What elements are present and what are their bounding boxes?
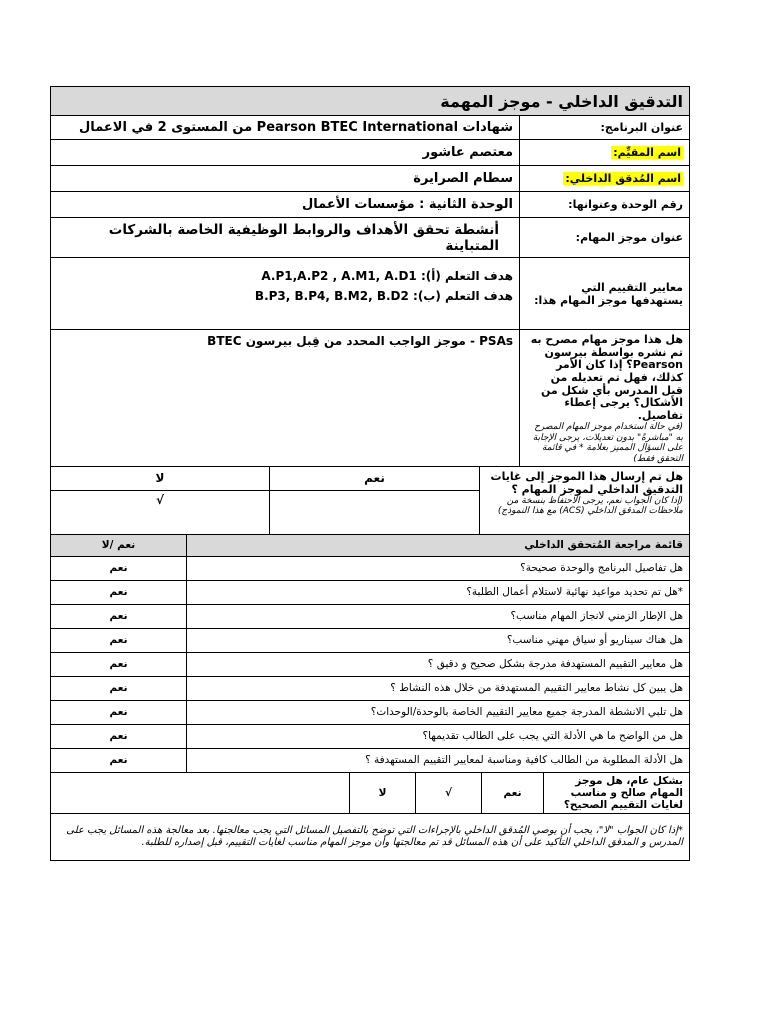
assessor-label: [520, 140, 690, 166]
checklist-table: [50, 534, 690, 773]
unit-label: رقم الوحدة وعنوانها:: [520, 192, 690, 218]
unit-value: الوحدة الثانية : مؤسسات الأعمال: [51, 192, 520, 218]
sent-note: (إذا كان الجواب نعم، يرجى الاحتفاظ بنسخة من ملاحظات المدقق الداخلي (ACS) مع هذا النموذج): [497, 496, 683, 517]
checklist-answer: نعم: [51, 628, 187, 652]
checklist-question: هل الأدلة المطلوبة من الطالب كافية ومناسبة لمعايير التقييم المستهدفة ؟: [187, 748, 690, 772]
brief-title-label: عنوان موجز المهام:: [520, 218, 690, 258]
authorised-label: [520, 330, 690, 467]
footnote: *إذا كان الجواب "لا"، يجب أن يوصي المُدقق الداخلي بالإجراءات التي توضح بالتفصيل المسائل التي يجب معالجتها. بعد معالجة هذه المسائل يجب على المدرس و المدقق الداخلي التأكيد على أن هذه المسائل قد تم معالجتها وأن موجز المهام مناسب لغايات التقييم، قبل إصداره للطلبة.: [51, 814, 690, 861]
checklist-answer: نعم: [51, 580, 187, 604]
authorised-note: (في حالة استخدام موجز المهام المصرح به "مباشرةً" بدون تعديلات، يرجى الإجابة على السؤال المميز بعلامة * في قائمة التحقق فقط): [532, 422, 683, 464]
sent-yes-mark: [270, 490, 480, 534]
verifier-value: سطام الصرايرة: [51, 166, 520, 192]
overall-no-label: لا: [350, 772, 416, 813]
checklist-answer: نعم: [51, 748, 187, 772]
checklist-question: *هل تم تحديد مواعيد نهائية لاستلام أعمال الطلبة؟: [187, 580, 690, 604]
criteria-label: معايير التقييم التي يستهدفها موجز المهام هذا:: [520, 258, 690, 330]
checklist-question: هل تلبي الانشطة المدرجة جميع معايير التقييم الخاصة بالوحدة/الوحدات؟: [187, 700, 690, 724]
form-title: التدقيق الداخلي - موجز المهمة: [51, 87, 690, 116]
overall-no-mark: [51, 772, 350, 813]
overall-table: [50, 772, 690, 861]
checklist-answer: نعم: [51, 724, 187, 748]
checklist-header: قائمة مراجعة المُتحقق الداخلي: [187, 534, 690, 556]
overall-question: بشكل عام، هل موجز المهام صالح و مناسب لغايات التقييم الصحيح؟: [544, 772, 690, 813]
authorised-question: هل هذا موجز مهام مصرح به تم نشره بواسطة بيرسون Pearson؟ إذا كان الأمر كذلك، فهل تم تعديله من قبل المدرس بأي شكل من الأشكال؟ يرجى إعطاء تفاصيل.: [530, 333, 683, 422]
verifier-label-text: اسم المُدقق الداخلي:: [565, 172, 681, 185]
sent-table: [50, 466, 690, 535]
program-value: شهادات Pearson BTEC International من المستوى 2 في الاعمال: [51, 116, 520, 140]
checklist-answer: نعم: [51, 676, 187, 700]
checklist-question: هل من الواضح ما هي الأدلة التي يجب على الطالب تقديمها؟: [187, 724, 690, 748]
checklist-answer: نعم: [51, 700, 187, 724]
brief-info-table: [50, 86, 690, 467]
checklist-answer: نعم: [51, 604, 187, 628]
criteria-value: [51, 258, 520, 330]
sent-no-header: لا: [51, 466, 270, 490]
brief-title-value: أنشطة تحقق الأهداف والروابط الوظيفية الخاصة بالشركات المتباينة: [51, 218, 520, 258]
sent-question: هل تم إرسال هذا الموجز إلى غايات التدقيق الداخلي لموجز المهام ؟: [490, 469, 683, 496]
assessor-label-text: اسم المقيِّم:: [613, 146, 681, 159]
criteria-line-b: هدف التعلم (ب): B.P3, B.P4, B.M2, B.D2: [254, 289, 513, 303]
checklist-answer-header: نعم /لا: [51, 534, 187, 556]
authorised-value: PSAs - موجز الواجب المحدد من قِبل بيرسون BTEC: [51, 330, 520, 467]
verifier-label: [520, 166, 690, 192]
sent-yes-header: نعم: [270, 466, 480, 490]
program-label: عنوان البرنامج:: [520, 116, 690, 140]
assessor-value: معتصم عاشور: [51, 140, 520, 166]
overall-yes-label: نعم: [482, 772, 544, 813]
checklist-answer: نعم: [51, 556, 187, 580]
checklist-question: هل معايير التقييم المستهدفة مدرجة بشكل صحيح و دقيق ؟: [187, 652, 690, 676]
checklist-question: هل تفاصيل البرنامج والوحدة صحيحة؟: [187, 556, 690, 580]
sent-no-mark: √: [51, 490, 270, 534]
checklist-question: هل يبين كل نشاط معايير التقييم المستهدفة من خلال هذه النشاط ؟: [187, 676, 690, 700]
iv-form: [50, 86, 690, 861]
checklist-answer: نعم: [51, 652, 187, 676]
checklist-question: هل هناك سيناريو أو سياق مهني مناسب؟: [187, 628, 690, 652]
sent-label: [480, 466, 690, 534]
checklist-question: هل الإطار الزمني لانجاز المهام مناسب؟: [187, 604, 690, 628]
criteria-line-a: هدف التعلم (أ): A.P1,A.P2 , A.M1, A.D1: [261, 269, 513, 283]
overall-yes-mark: √: [416, 772, 482, 813]
